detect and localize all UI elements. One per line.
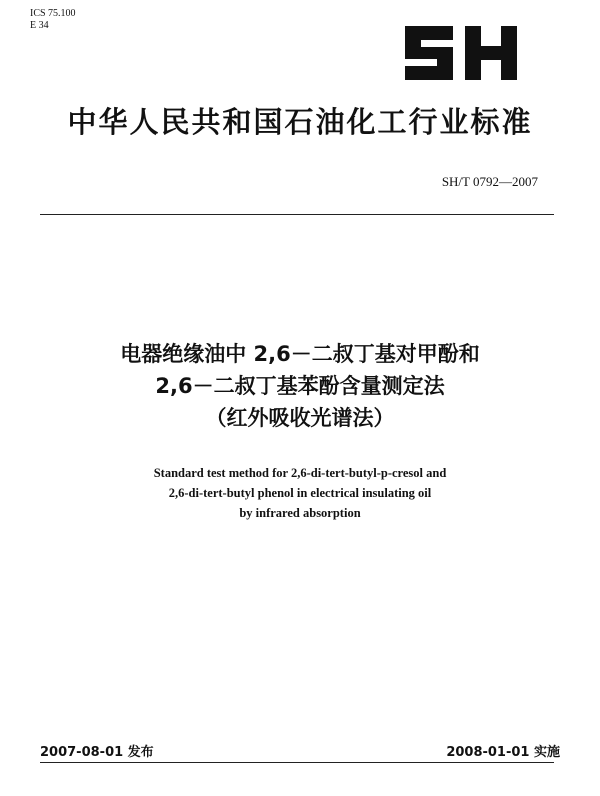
divider-top	[40, 214, 554, 215]
title-en-line-3: by infrared absorption	[239, 506, 361, 520]
title-chinese	[0, 338, 600, 434]
title-en-line-2: 2,6-di-tert-butyl phenol in electrical insulating oil	[168, 486, 432, 500]
implementation-date: 2008-01-01 实施	[446, 745, 560, 760]
standard-number: SH/T 0792—2007	[441, 174, 538, 189]
title-english	[0, 463, 600, 523]
organization-title: 中华人民共和国石油化工行业标准	[67, 105, 533, 139]
title-cn-line-2: 2,6－二叔丁基苯酚含量测定法	[155, 374, 445, 398]
divider-bottom	[40, 762, 554, 763]
ics-code: ICS 75.100	[30, 8, 76, 19]
classification-codes	[30, 8, 76, 32]
issue-date: 2007-08-01 发布	[40, 745, 154, 760]
class-code: E 34	[30, 20, 49, 31]
title-en-line-1: Standard test method for 2,6-di-tert-butyl-p-cresol and	[153, 466, 447, 480]
title-cn-line-1: 电器绝缘油中 2,6－二叔丁基对甲酚和	[120, 342, 480, 366]
title-cn-line-3: （红外吸收光谱法）	[205, 406, 395, 430]
sh-logo	[399, 20, 523, 86]
